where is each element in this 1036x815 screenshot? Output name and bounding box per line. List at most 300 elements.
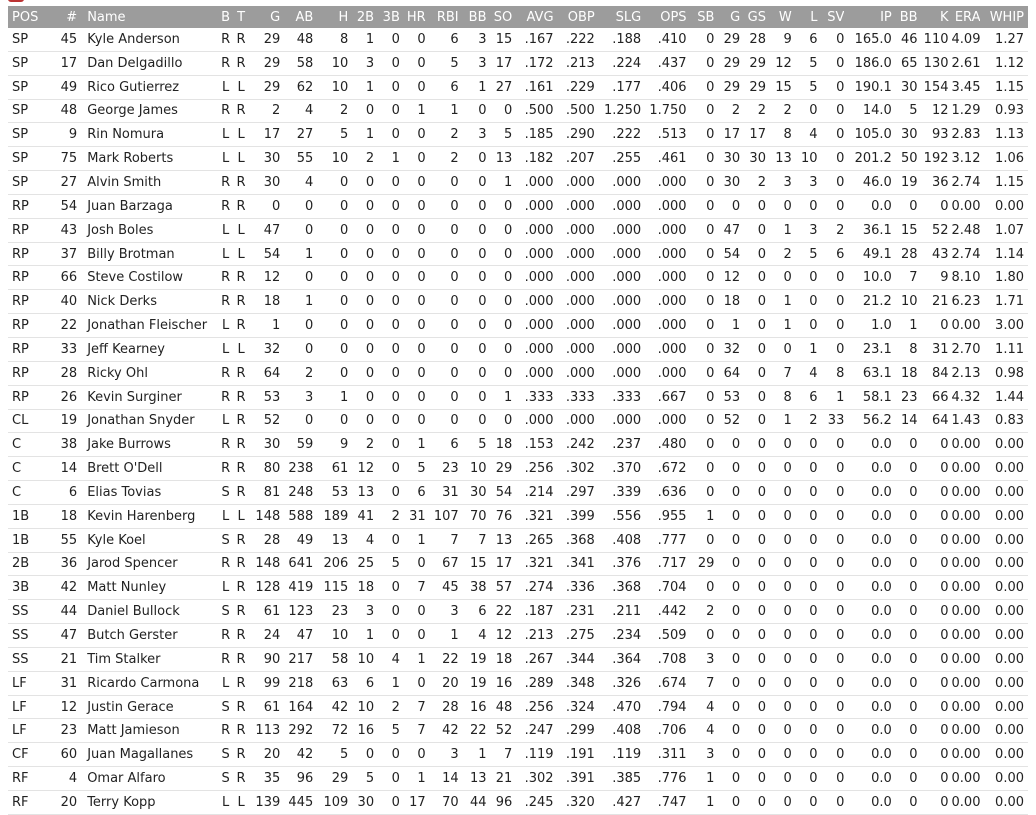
cell-h: 10 <box>313 624 348 648</box>
col-header-whip[interactable]: WHIP <box>980 6 1028 28</box>
cell-ip: 0.0 <box>844 671 891 695</box>
cell-avg: .321 <box>512 552 553 576</box>
cell-slg: .000 <box>595 314 641 338</box>
cell-hr: 0 <box>400 75 426 99</box>
cell-whip: 1.71 <box>980 290 1028 314</box>
cell-k: 43 <box>918 242 949 266</box>
cell-g: 20 <box>249 743 280 767</box>
cell-gs: 0 <box>740 457 766 481</box>
table-row <box>8 266 1028 290</box>
cell-so: 18 <box>487 433 513 457</box>
cell-l: 0 <box>792 290 818 314</box>
cell-throws: R <box>233 695 250 719</box>
cell-rbi: 6 <box>426 75 459 99</box>
cell-w: 7 <box>766 361 792 385</box>
cell-so: 13 <box>487 528 513 552</box>
cell-rbi: 7 <box>426 528 459 552</box>
cell-pos: CL <box>8 409 49 433</box>
cell-slg: .000 <box>595 171 641 195</box>
table-row <box>8 194 1028 218</box>
cell-avg: .000 <box>512 361 553 385</box>
cell-sb: 0 <box>687 385 715 409</box>
cell-w: 1 <box>766 218 792 242</box>
cell-pitching-g: 2 <box>714 99 740 123</box>
cell-sv: 0 <box>818 194 845 218</box>
cell-gs: 0 <box>740 194 766 218</box>
col-header-rbi[interactable]: RBI <box>426 6 459 28</box>
col-header-throws[interactable]: T <box>233 6 250 28</box>
cell-bats: R <box>218 624 232 648</box>
cell-3b: 0 <box>374 51 400 75</box>
cell-sv: 0 <box>818 576 845 600</box>
cell-throws: L <box>233 504 250 528</box>
cell-so: 0 <box>487 242 513 266</box>
col-header-2b[interactable]: 2B <box>348 6 374 28</box>
table-row <box>8 290 1028 314</box>
cell-so: 48 <box>487 695 513 719</box>
cell-slg: .556 <box>595 504 641 528</box>
cell-whip: 0.83 <box>980 409 1028 433</box>
cell-player-name[interactable]: Tim Stalker <box>80 647 218 671</box>
col-header-ops[interactable]: OPS <box>641 6 686 28</box>
cell-player-name[interactable]: Jonathan Fleischer <box>80 314 218 338</box>
cell-bats: L <box>218 314 232 338</box>
cell-number: 21 <box>49 647 80 671</box>
cell-hr: 17 <box>400 791 426 815</box>
cell-bats: L <box>218 337 232 361</box>
cell-slg: .234 <box>595 624 641 648</box>
cell-pitching-g: 0 <box>714 647 740 671</box>
cell-sb: 0 <box>687 481 715 505</box>
cell-ab: 123 <box>280 600 313 624</box>
cell-era: 2.13 <box>949 361 981 385</box>
cell-number: 23 <box>49 719 80 743</box>
cell-bats: R <box>218 719 232 743</box>
cell-rbi: 2 <box>426 147 459 171</box>
col-header-pitching-bb[interactable]: BB <box>892 6 918 28</box>
cell-ip: 0.0 <box>844 767 891 791</box>
cell-player-name[interactable]: Jonathan Snyder <box>80 409 218 433</box>
cell-player-name[interactable]: Jake Burrows <box>80 433 218 457</box>
col-header-avg[interactable]: AVG <box>512 6 553 28</box>
cell-player-name[interactable]: Terry Kopp <box>80 791 218 815</box>
cell-player-name[interactable]: Kyle Koel <box>80 528 218 552</box>
cell-bats: S <box>218 767 232 791</box>
cell-k: 0 <box>918 767 949 791</box>
cell-sv: 0 <box>818 528 845 552</box>
cell-k: 0 <box>918 600 949 624</box>
cell-hr: 0 <box>400 242 426 266</box>
cell-throws: R <box>233 576 250 600</box>
cell-l: 0 <box>792 576 818 600</box>
cell-number: 66 <box>49 266 80 290</box>
cell-era: 0.00 <box>949 481 981 505</box>
cell-era: 0.00 <box>949 194 981 218</box>
cell-h: 189 <box>313 504 348 528</box>
cell-k: 52 <box>918 218 949 242</box>
cell-slg: .408 <box>595 719 641 743</box>
cell-ip: 23.1 <box>844 337 891 361</box>
cell-sv: 0 <box>818 266 845 290</box>
cell-rbi: 0 <box>426 385 459 409</box>
col-header-slg[interactable]: SLG <box>595 6 641 28</box>
cell-pitching-bb: 0 <box>892 695 918 719</box>
cell-g: 81 <box>249 481 280 505</box>
cell-2b: 5 <box>348 767 374 791</box>
cell-2b: 2 <box>348 433 374 457</box>
cell-number: 9 <box>49 123 80 147</box>
cell-ab: 96 <box>280 767 313 791</box>
cell-player-name[interactable]: Omar Alfaro <box>80 767 218 791</box>
col-header-name[interactable]: Name <box>80 6 218 28</box>
cell-bb: 0 <box>459 361 487 385</box>
cell-pos: C <box>8 481 49 505</box>
cell-whip: 0.00 <box>980 552 1028 576</box>
col-header-gs[interactable]: GS <box>740 6 766 28</box>
cell-throws: R <box>233 719 250 743</box>
col-header-so[interactable]: SO <box>487 6 513 28</box>
cell-pitching-bb: 0 <box>892 624 918 648</box>
cell-sv: 0 <box>818 552 845 576</box>
cell-pitching-bb: 10 <box>892 290 918 314</box>
cell-sb: 0 <box>687 28 715 51</box>
cell-player-name[interactable]: Kevin Harenberg <box>80 504 218 528</box>
cell-pos: RF <box>8 791 49 815</box>
cell-rbi: 31 <box>426 481 459 505</box>
col-header-bats[interactable]: B <box>218 6 232 28</box>
cell-player-name[interactable]: Juan Barzaga <box>80 194 218 218</box>
cell-gs: 0 <box>740 290 766 314</box>
cell-ops: .513 <box>641 123 686 147</box>
cell-ops: .000 <box>641 218 686 242</box>
col-header-sb[interactable]: SB <box>687 6 715 28</box>
cell-so: 29 <box>487 457 513 481</box>
cell-pitching-bb: 8 <box>892 337 918 361</box>
cell-era: 2.74 <box>949 171 981 195</box>
cell-sv: 0 <box>818 171 845 195</box>
cell-ip: 1.0 <box>844 314 891 338</box>
cell-bb: 0 <box>459 147 487 171</box>
cell-ab: 1 <box>280 242 313 266</box>
cell-player-name[interactable]: Justin Gerace <box>80 695 218 719</box>
cell-h: 0 <box>313 337 348 361</box>
cell-ops: .000 <box>641 337 686 361</box>
cell-g: 99 <box>249 671 280 695</box>
cell-3b: 4 <box>374 647 400 671</box>
cell-so: 15 <box>487 28 513 51</box>
cell-g: 61 <box>249 600 280 624</box>
cell-2b: 6 <box>348 671 374 695</box>
cell-pitching-g: 0 <box>714 695 740 719</box>
cell-player-name[interactable]: Matt Nunley <box>80 576 218 600</box>
cell-bb: 1 <box>459 75 487 99</box>
cell-pitching-bb: 65 <box>892 51 918 75</box>
cell-pos: SS <box>8 624 49 648</box>
cell-ip: 105.0 <box>844 123 891 147</box>
col-header-ip[interactable]: IP <box>844 6 891 28</box>
cell-player-name[interactable]: Ricardo Carmona <box>80 671 218 695</box>
cell-k: 66 <box>918 385 949 409</box>
cell-ops: .794 <box>641 695 686 719</box>
table-row <box>8 123 1028 147</box>
cell-ip: 46.0 <box>844 171 891 195</box>
cell-player-name[interactable]: Ricky Ohl <box>80 361 218 385</box>
cell-w: 1 <box>766 409 792 433</box>
cell-player-name[interactable]: Alvin Smith <box>80 171 218 195</box>
cell-gs: 0 <box>740 528 766 552</box>
cell-sv: 0 <box>818 767 845 791</box>
cell-player-name[interactable]: Elias Tovias <box>80 481 218 505</box>
cell-ab: 3 <box>280 385 313 409</box>
cell-pos: RP <box>8 385 49 409</box>
cell-number: 28 <box>49 361 80 385</box>
cell-era: 0.00 <box>949 743 981 767</box>
cell-pos: LF <box>8 671 49 695</box>
cell-pos: SP <box>8 99 49 123</box>
cell-sb: 0 <box>687 409 715 433</box>
cell-g: 148 <box>249 552 280 576</box>
col-header-ab[interactable]: AB <box>280 6 313 28</box>
cell-player-name[interactable]: Brett O'Dell <box>80 457 218 481</box>
cell-3b: 0 <box>374 218 400 242</box>
cell-ab: 55 <box>280 147 313 171</box>
cell-whip: 0.00 <box>980 528 1028 552</box>
cell-ip: 0.0 <box>844 743 891 767</box>
col-header-w[interactable]: W <box>766 6 792 28</box>
cell-bb: 1 <box>459 743 487 767</box>
cell-player-name[interactable]: Steve Costilow <box>80 266 218 290</box>
table-row <box>8 361 1028 385</box>
cell-whip: 0.00 <box>980 504 1028 528</box>
cell-bats: R <box>218 552 232 576</box>
cell-throws: R <box>233 314 250 338</box>
cell-l: 0 <box>792 767 818 791</box>
cell-so: 22 <box>487 600 513 624</box>
cell-ab: 641 <box>280 552 313 576</box>
cell-slg: .224 <box>595 51 641 75</box>
cell-w: 0 <box>766 552 792 576</box>
cell-bats: L <box>218 791 232 815</box>
cell-l: 4 <box>792 123 818 147</box>
col-header-l[interactable]: L <box>792 6 818 28</box>
table-row <box>8 767 1028 791</box>
cell-3b: 0 <box>374 361 400 385</box>
cell-2b: 0 <box>348 314 374 338</box>
cell-rbi: 23 <box>426 457 459 481</box>
cell-2b: 1 <box>348 28 374 51</box>
cell-sv: 0 <box>818 481 845 505</box>
cell-bb: 19 <box>459 671 487 695</box>
cell-player-name[interactable]: Butch Gerster <box>80 624 218 648</box>
cell-slg: .408 <box>595 528 641 552</box>
cell-pos: SP <box>8 171 49 195</box>
cell-avg: .500 <box>512 99 553 123</box>
cell-slg: .427 <box>595 791 641 815</box>
cell-k: 36 <box>918 171 949 195</box>
cell-player-name[interactable]: Dan Delgadillo <box>80 51 218 75</box>
cell-sb: 29 <box>687 552 715 576</box>
cell-player-name[interactable]: Daniel Bullock <box>80 600 218 624</box>
cell-player-name[interactable]: Mark Roberts <box>80 147 218 171</box>
cell-g: 12 <box>249 266 280 290</box>
cell-gs: 0 <box>740 385 766 409</box>
cell-ab: 248 <box>280 481 313 505</box>
cell-hr: 1 <box>400 647 426 671</box>
cell-gs: 2 <box>740 99 766 123</box>
cell-obp: .213 <box>554 51 595 75</box>
cell-k: 154 <box>918 75 949 99</box>
cell-so: 0 <box>487 99 513 123</box>
cell-pitching-g: 12 <box>714 266 740 290</box>
cell-so: 96 <box>487 791 513 815</box>
cell-avg: .214 <box>512 481 553 505</box>
cell-ops: .667 <box>641 385 686 409</box>
cell-pitching-g: 0 <box>714 743 740 767</box>
cell-gs: 0 <box>740 552 766 576</box>
cell-player-name[interactable]: Matt Jamieson <box>80 719 218 743</box>
cell-ab: 62 <box>280 75 313 99</box>
cell-2b: 0 <box>348 194 374 218</box>
cell-so: 0 <box>487 409 513 433</box>
cell-so: 27 <box>487 75 513 99</box>
col-header-obp[interactable]: OBP <box>554 6 595 28</box>
cell-w: 15 <box>766 75 792 99</box>
cell-g: 0 <box>249 194 280 218</box>
cell-3b: 0 <box>374 385 400 409</box>
cell-player-name[interactable]: Nick Derks <box>80 290 218 314</box>
cell-rbi: 0 <box>426 314 459 338</box>
cell-whip: 0.00 <box>980 695 1028 719</box>
cell-hr: 1 <box>400 433 426 457</box>
cell-pitching-bb: 14 <box>892 409 918 433</box>
cell-3b: 0 <box>374 171 400 195</box>
col-header-bb[interactable]: BB <box>459 6 487 28</box>
cell-pos: 1B <box>8 528 49 552</box>
col-header-number[interactable]: # <box>49 6 80 28</box>
cell-player-name[interactable]: Rin Nomura <box>80 123 218 147</box>
cell-w: 12 <box>766 51 792 75</box>
cell-ops: .706 <box>641 719 686 743</box>
cell-avg: .333 <box>512 385 553 409</box>
cell-k: 0 <box>918 314 949 338</box>
cell-pitching-bb: 0 <box>892 743 918 767</box>
cell-so: 1 <box>487 171 513 195</box>
cell-avg: .167 <box>512 28 553 51</box>
cell-ab: 27 <box>280 123 313 147</box>
cell-pitching-g: 29 <box>714 75 740 99</box>
cell-obp: .299 <box>554 719 595 743</box>
cell-player-name[interactable]: George James <box>80 99 218 123</box>
cell-throws: L <box>233 123 250 147</box>
cell-gs: 0 <box>740 361 766 385</box>
roster-stats-table <box>8 6 1028 815</box>
cell-sv: 0 <box>818 433 845 457</box>
col-header-pitching-g[interactable]: G <box>714 6 740 28</box>
cell-player-name[interactable]: Rico Gutierrez <box>80 75 218 99</box>
cell-l: 0 <box>792 791 818 815</box>
cell-sv: 0 <box>818 99 845 123</box>
cell-player-name[interactable]: Jeff Kearney <box>80 337 218 361</box>
cell-era: 0.00 <box>949 767 981 791</box>
cell-slg: .211 <box>595 600 641 624</box>
cell-throws: R <box>233 290 250 314</box>
cell-g: 29 <box>249 75 280 99</box>
cell-pitching-g: 1 <box>714 314 740 338</box>
cell-h: 42 <box>313 695 348 719</box>
cell-player-name[interactable]: Kevin Surginer <box>80 385 218 409</box>
cell-bb: 19 <box>459 647 487 671</box>
cell-k: 0 <box>918 695 949 719</box>
col-header-hr[interactable]: HR <box>400 6 426 28</box>
cell-era: 0.00 <box>949 314 981 338</box>
cell-player-name[interactable]: Juan Magallanes <box>80 743 218 767</box>
col-header-h[interactable]: H <box>313 6 348 28</box>
cell-pitching-g: 0 <box>714 791 740 815</box>
cell-ip: 0.0 <box>844 481 891 505</box>
cell-hr: 5 <box>400 457 426 481</box>
cell-era: 0.00 <box>949 576 981 600</box>
cell-player-name[interactable]: Josh Boles <box>80 218 218 242</box>
cell-hr: 0 <box>400 337 426 361</box>
cell-player-name[interactable]: Kyle Anderson <box>80 28 218 51</box>
cell-era: 0.00 <box>949 600 981 624</box>
cell-l: 10 <box>792 147 818 171</box>
cell-hr: 31 <box>400 504 426 528</box>
cell-h: 0 <box>313 218 348 242</box>
cell-g: 61 <box>249 695 280 719</box>
cell-bb: 0 <box>459 99 487 123</box>
cell-slg: .370 <box>595 457 641 481</box>
cell-gs: 0 <box>740 600 766 624</box>
cell-l: 6 <box>792 28 818 51</box>
col-header-sv[interactable]: SV <box>818 6 845 28</box>
cell-ab: 42 <box>280 743 313 767</box>
col-header-k[interactable]: K <box>918 6 949 28</box>
cell-sb: 0 <box>687 171 715 195</box>
cell-so: 52 <box>487 719 513 743</box>
cell-slg: .255 <box>595 147 641 171</box>
cell-pitching-g: 0 <box>714 624 740 648</box>
cell-l: 5 <box>792 51 818 75</box>
col-header-3b[interactable]: 3B <box>374 6 400 28</box>
cell-ops: .672 <box>641 457 686 481</box>
cell-bats: S <box>218 743 232 767</box>
cell-player-name[interactable]: Billy Brotman <box>80 242 218 266</box>
col-header-g[interactable]: G <box>249 6 280 28</box>
cell-gs: 0 <box>740 266 766 290</box>
cell-gs: 0 <box>740 671 766 695</box>
cell-bb: 13 <box>459 767 487 791</box>
cell-whip: 0.00 <box>980 433 1028 457</box>
cell-obp: .290 <box>554 123 595 147</box>
cell-g: 80 <box>249 457 280 481</box>
cell-obp: .324 <box>554 695 595 719</box>
cell-rbi: 6 <box>426 433 459 457</box>
cell-pitching-bb: 5 <box>892 99 918 123</box>
cell-sb: 0 <box>687 457 715 481</box>
col-header-pos[interactable]: POS <box>8 6 49 28</box>
cell-pitching-g: 30 <box>714 147 740 171</box>
cell-player-name[interactable]: Jarod Spencer <box>80 552 218 576</box>
cell-2b: 18 <box>348 576 374 600</box>
cell-sb: 0 <box>687 337 715 361</box>
cell-slg: .364 <box>595 647 641 671</box>
cell-avg: .267 <box>512 647 553 671</box>
col-header-era[interactable]: ERA <box>949 6 981 28</box>
cell-obp: .231 <box>554 600 595 624</box>
cell-pitching-g: 0 <box>714 719 740 743</box>
cell-3b: 0 <box>374 457 400 481</box>
